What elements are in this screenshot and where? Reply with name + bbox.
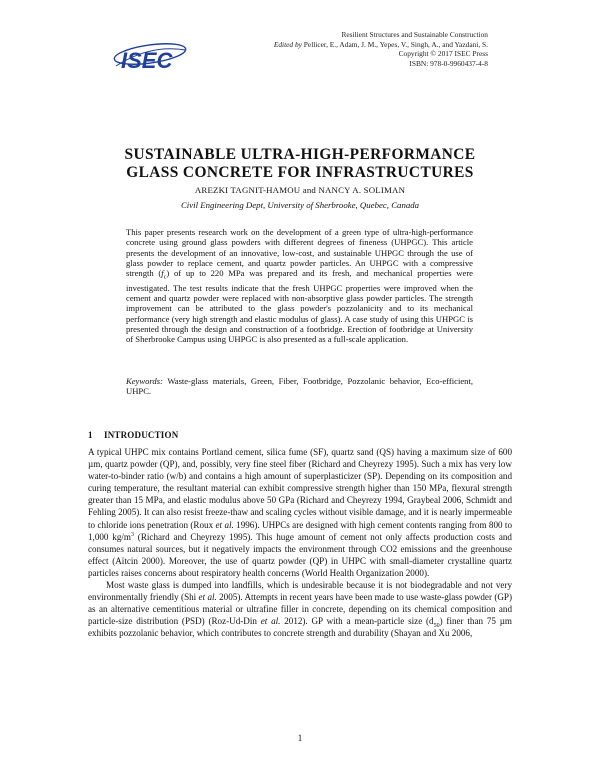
copyright: Copyright © 2017 ISEC Press xyxy=(398,49,488,59)
section-number: 1 xyxy=(88,430,93,440)
p2-text-c: 2012). GP with a mean-particle size (d xyxy=(280,616,434,627)
authors: AREZKI TAGNIT-HAMOU and NANCY A. SOLIMAN xyxy=(194,185,406,195)
p2-etal-2: et al. xyxy=(260,616,281,627)
p1-text-a: A typical UHPC mix contains Portland cement, silica fume (SF), quartz sand (QS) having a maximum size of 600 µm, quartz powder (QP), and, possibly, very fine steel fiber (Richard and Cheyrezy 1995). Such a mix has very low water-to-binder ratio (w/b) and contains a high amount of superplasticizer (SP). Depending on its composition and curing temperature, the resultant material can exhibit compressive strength higher than 150 MPa, flexural strength greater than 15 MPa, and elastic modulus above 50 GPa (Richard and Cheyrezy 1994, Graybeal 2006, Schmidt and Fehling 2005). It can also resist freeze-thaw and scaling cycles without visible damage, and it is nearly impermeable to chloride ions penetration (Roux xyxy=(88,447,512,530)
affiliation: Civil Engineering Dept, University of Sherbrooke, Quebec, Canada xyxy=(180,200,420,210)
keywords-list: Waste-glass materials, Green, Fiber, Footbridge, Pozzolanic behavior, Eco-efficient, UHPC. xyxy=(126,376,473,397)
abstract-fc-sub: c xyxy=(163,274,167,281)
abstract-text-1: This paper presents research work on the development of a green type of ultra-high-performance concrete using ground glass powders with different degrees of fineness (UHPGC). This article presents the development of an innovative, low-cost, and sustainable UHPGC through the use of glass powder to replace cement, and quartz powder particles. An UHPGC with a compressive strength ( xyxy=(126,227,473,278)
isec-logo-icon xyxy=(110,36,190,80)
isbn: ISBN: 978-0-9960437-4-8 xyxy=(409,58,488,68)
title-line-2: GLASS CONCRETE FOR INFRASTRUCTURES xyxy=(126,164,474,181)
p1-text-c: (Richard and Cheyrezy 1995). This huge amount of cement not only affects production costs and consumes natural sources, but it negatively impacts the environment through CO2 emissions and the greenhouse effect (Aïtcin 2000). Moreover, the use of quartz powder (QP) in UHPC with small-diameter crystalline quartz particles raises concerns about respiratory health concerns (World Health Organization 2000). xyxy=(88,531,512,578)
p2-text-a: Most waste glass is dumped into landfills, which is undesirable because it is not biodegradable and not very environmentally friendly (Shi xyxy=(88,580,512,603)
p2-text-d: ) finer than 75 µm exhibits pozzolanic behavior, which contributes to concrete strength and durability (Shayan and Xu 2006, xyxy=(88,616,513,639)
abstract-fc: f xyxy=(161,268,164,278)
conference-name: Resilient Structures and Sustainable Construction xyxy=(341,30,488,39)
p2-subscript: 50 xyxy=(433,623,440,630)
p2-etal-1: et al. xyxy=(198,592,217,603)
keywords: Keywords: Waste-glass materials, Green, Fiber, Footbridge, Pozzolanic behavior, Eco-efficient, UHPC. xyxy=(126,376,473,397)
introduction-body xyxy=(88,446,512,640)
p2-text-b: 2005). Attempts in recent years have been made to use waste-glass powder (GP) as an alternative cementitious material or ultrafine filler in concrete, depending on its chemical composition and particle-size distribution (PSD) (Roz-Ud-Din xyxy=(88,592,512,627)
edited-by-label: Edited by xyxy=(273,39,302,49)
page-number: 1 xyxy=(297,733,303,743)
editors-line xyxy=(188,40,488,50)
isec-logo xyxy=(110,36,190,80)
intro-paragraph-1 xyxy=(88,446,512,579)
editors: Pellicer, E., Adam, J. M., Yepes, V., Singh, A., and Yazdani, S. xyxy=(303,39,488,49)
proceedings-header xyxy=(188,30,488,68)
p1-etal: et al. xyxy=(215,519,234,530)
logo-text: ISEC xyxy=(121,48,173,73)
abstract xyxy=(126,227,473,344)
section-heading xyxy=(88,430,178,440)
section-title: INTRODUCTION xyxy=(104,430,179,440)
paper-title xyxy=(0,146,600,182)
p1-superscript: 3 xyxy=(130,531,134,538)
abstract-text-2: ) of up to 220 MPa was prepared and its fresh, and mechanical properties were investigated. The test results indicate that the fresh UHPGC properties were improved when the cement and quartz powder were replaced with non-absorptive glass powder particles. The strength improvement can be attributed to the glass powder's pozzolanicity and to its mechanical performance (very high strength and elastic modulus of glass). A case study of using this UHPGC is presented through the design and construction of a footbridge. Erection of footbridge at University of Sherbrooke Campus using UHPGC is also presented as a full-scale application. xyxy=(126,268,473,345)
p1-text-b: 1996). UHPCs are designed with high cement contents ranging from 800 to 1,000 kg/m xyxy=(88,519,512,542)
keywords-label: Keywords xyxy=(126,376,161,386)
title-line-1: SUSTAINABLE ULTRA-HIGH-PERFORMANCE xyxy=(124,146,476,163)
intro-paragraph-2 xyxy=(88,579,512,639)
